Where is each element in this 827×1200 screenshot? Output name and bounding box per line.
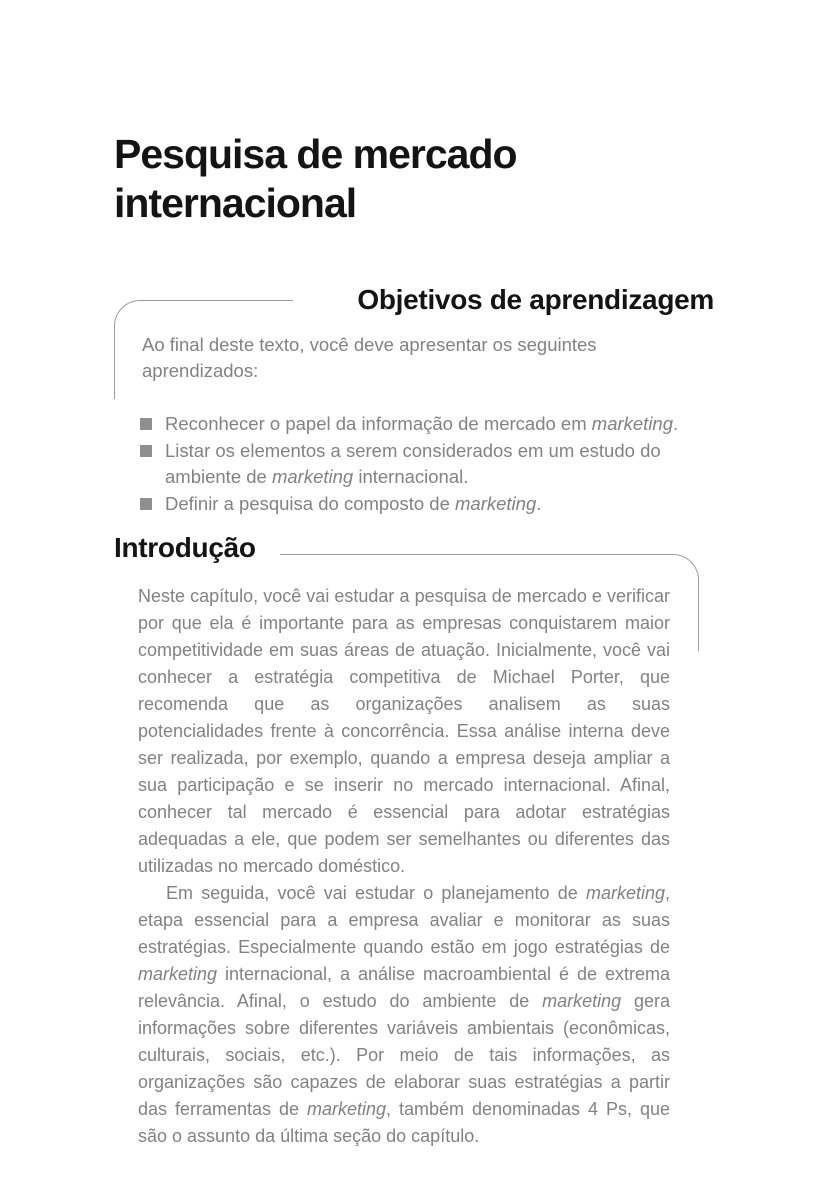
introduction-paragraph-1: Neste capítulo, você vai estudar a pesquisa de mercado e verificar por que ela é importante para as empresas conquistarem maior competitividade em suas áreas de atuação. Inicialmente, você vai conhecer a estratégia competitiva de Michael Porter, que recomenda que as organizações analisem as suas potencialidades frente à concorrência. Essa análise interna deve ser realizada, por exemplo, quando a empresa deseja ampliar a sua participação e se inserir no mercado internacional. Afinal, conhecer tal mercado é essencial para adotar estratégias adequadas a ele, que podem ser semelhantes ou diferentes das utilizadas no mercado doméstico.: [138, 586, 670, 876]
objectives-lead: Ao final deste texto, você deve apresentar os seguintes aprendizados:: [142, 334, 597, 381]
introduction-body: [138, 583, 670, 1150]
objective-item-text: Reconhecer o papel da informação de mercado em marketing.: [165, 413, 679, 434]
objectives-list: [140, 411, 714, 517]
objectives-bracket-rule: [114, 300, 293, 399]
chapter-title: Pesquisa de mercado internacional: [114, 131, 517, 226]
objectives-section: [114, 284, 714, 518]
objective-item: [140, 438, 714, 490]
introduction-bracket-rule: [280, 554, 699, 651]
objective-item-text: Definir a pesquisa do composto de marketing.: [165, 493, 542, 514]
introduction-heading: Introdução: [114, 532, 256, 563]
objective-item: [140, 491, 714, 517]
square-bullet-icon: [140, 418, 152, 430]
objective-item-text: Listar os elementos a serem considerados em um estudo do ambiente de marketing internacional.: [165, 440, 661, 487]
objectives-heading: Objetivos de aprendizagem: [357, 284, 714, 315]
square-bullet-icon: [140, 445, 152, 457]
introduction-paragraph-2: Em seguida, você vai estudar o planejamento de marketing, etapa essencial para a empresa avaliar e monitorar as suas estratégias. Especialmente quando estão em jogo estratégias de marketing internacional, a análise macroambiental é de extrema relevância. Afinal, o estudo do ambiente de marketing gera informações sobre diferentes variáveis ambientais (econômicas, culturais, sociais, etc.). Por meio de tais informações, as organizações são capazes de elaborar suas estratégias a partir das ferramentas de marketing, também denominadas 4 Ps, que são o assunto da última seção do capítulo.: [138, 883, 671, 1146]
objective-item: [140, 411, 714, 437]
square-bullet-icon: [140, 498, 152, 510]
introduction-section: [114, 530, 714, 1150]
